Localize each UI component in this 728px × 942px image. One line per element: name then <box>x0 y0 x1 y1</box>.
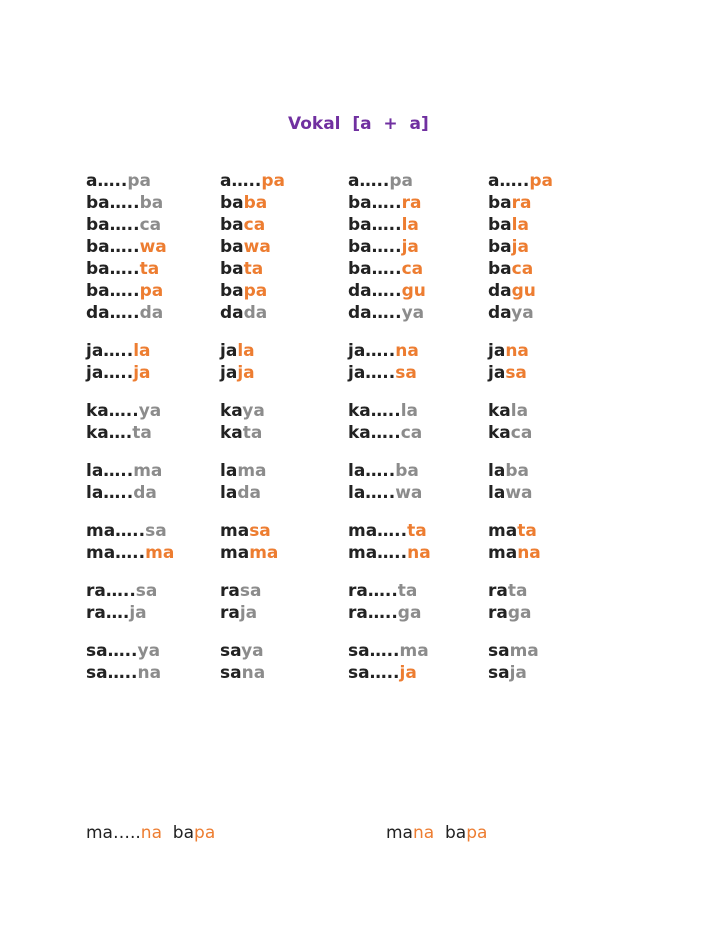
syllable-base: ba….. <box>348 237 402 257</box>
syllable-base: ja….. <box>86 363 134 383</box>
syllable-row <box>86 542 706 564</box>
syllable-cell <box>86 362 220 384</box>
syllable-base: ba <box>220 281 244 301</box>
syllable-cell <box>348 580 488 602</box>
phrase-base: ma….. <box>86 823 141 843</box>
syllable-cell <box>86 662 220 684</box>
syllable-base: ra….. <box>348 603 398 623</box>
syllable-base: la <box>220 461 238 481</box>
syllable-base: ra…. <box>86 603 130 623</box>
syllable-base: ja….. <box>348 363 396 383</box>
syllable-suffix: da <box>243 303 268 323</box>
syllable-block <box>86 170 706 324</box>
syllable-cell <box>488 258 622 280</box>
syllable-base: sa <box>220 641 242 661</box>
syllable-base: a….. <box>488 171 530 191</box>
syllable-cell <box>348 214 488 236</box>
syllable-cell <box>488 662 622 684</box>
syllable-row <box>86 280 706 302</box>
syllable-cell <box>488 170 622 192</box>
syllable-suffix: ta <box>243 259 264 279</box>
syllable-cell <box>86 640 220 662</box>
syllable-base: la <box>220 483 238 503</box>
syllable-cell <box>348 340 488 362</box>
syllable-suffix: la <box>133 341 151 361</box>
syllable-base: ja….. <box>86 341 134 361</box>
syllable-suffix: ja <box>237 363 255 383</box>
syllable-base: ba <box>488 193 512 213</box>
syllable-suffix: ba <box>243 193 268 213</box>
syllable-suffix: na <box>407 543 431 563</box>
syllable-cell <box>348 640 488 662</box>
syllable-cell <box>348 192 488 214</box>
syllable-cell <box>220 258 348 280</box>
syllable-suffix: la <box>401 215 419 235</box>
syllable-cell <box>86 422 220 444</box>
syllable-base: ma….. <box>348 521 408 541</box>
syllable-base: ka….. <box>86 401 139 421</box>
syllable-cell <box>220 302 348 324</box>
syllable-base: sa <box>220 663 242 683</box>
syllable-base: ra <box>488 581 508 601</box>
syllable-base: ja <box>488 363 506 383</box>
syllable-base: sa….. <box>348 641 400 661</box>
syllable-suffix: pa <box>243 281 268 301</box>
syllable-suffix: wa <box>243 237 271 257</box>
syllable-suffix: la <box>511 215 529 235</box>
syllable-suffix: pa <box>139 281 164 301</box>
phrase-right <box>386 823 487 843</box>
syllable-row <box>86 258 706 280</box>
syllable-cell <box>86 170 220 192</box>
syllable-suffix: sa <box>239 581 262 601</box>
syllable-suffix: ca <box>139 215 162 235</box>
syllable-base: ma <box>488 521 518 541</box>
phrase-base: ba <box>162 823 195 843</box>
syllable-suffix: la <box>400 401 419 421</box>
syllable-base: ba <box>488 215 512 235</box>
syllable-suffix: na <box>241 663 266 683</box>
syllable-base: sa….. <box>348 663 400 683</box>
syllable-cell <box>488 400 622 422</box>
syllable-cell <box>488 460 622 482</box>
syllable-cell <box>220 640 348 662</box>
syllable-base: la <box>488 461 506 481</box>
syllable-base: ba….. <box>348 193 402 213</box>
syllable-cell <box>348 482 488 504</box>
syllable-base: ma <box>488 543 518 563</box>
syllable-base: ba….. <box>348 259 402 279</box>
syllable-cell <box>220 362 348 384</box>
syllable-row <box>86 640 706 662</box>
syllable-suffix: ta <box>407 521 427 541</box>
syllable-cell <box>348 302 488 324</box>
syllable-base: ja <box>220 363 238 383</box>
syllable-suffix: ta <box>132 423 152 443</box>
syllable-row <box>86 580 706 602</box>
phrase-base: ba <box>434 823 467 843</box>
syllable-base: ma….. <box>348 543 408 563</box>
syllable-base: ma….. <box>86 521 146 541</box>
phrase-suffix: na <box>412 823 435 843</box>
syllable-base: ra….. <box>348 581 398 601</box>
syllable-base: ba <box>220 215 244 235</box>
syllable-cell <box>86 236 220 258</box>
syllable-block <box>86 520 706 564</box>
syllable-cell <box>220 520 348 542</box>
syllable-suffix: pa <box>529 171 554 191</box>
syllable-base: ja <box>488 341 506 361</box>
syllable-suffix: ga <box>397 603 422 623</box>
syllable-base: ba <box>220 193 244 213</box>
syllable-base: la….. <box>348 461 396 481</box>
syllable-base: ba <box>220 259 244 279</box>
syllable-cell <box>488 236 622 258</box>
syllable-base: ra <box>220 603 240 623</box>
syllable-cell <box>488 580 622 602</box>
syllable-suffix: ca <box>401 259 424 279</box>
syllable-suffix: la <box>237 341 255 361</box>
syllable-base: ra <box>220 581 240 601</box>
syllable-base: la….. <box>86 461 134 481</box>
syllable-base: ma….. <box>86 543 146 563</box>
syllable-base: da <box>488 281 512 301</box>
syllable-suffix: ta <box>139 259 160 279</box>
syllable-suffix: pa <box>389 171 414 191</box>
syllable-base: la….. <box>86 483 134 503</box>
syllable-suffix: ba <box>505 461 529 481</box>
syllable-cell <box>220 482 348 504</box>
syllable-suffix: ra <box>401 193 422 213</box>
syllable-suffix: ya <box>137 641 161 661</box>
syllable-base: ba….. <box>86 215 140 235</box>
syllable-base: ka…. <box>86 423 133 443</box>
syllable-suffix: sa <box>249 521 271 541</box>
syllable-base: sa….. <box>86 663 138 683</box>
phrase-base: ma <box>386 823 413 843</box>
syllable-base: ba….. <box>348 215 402 235</box>
syllable-suffix: ja <box>511 237 529 257</box>
syllable-suffix: ta <box>517 521 537 541</box>
syllable-block <box>86 640 706 684</box>
syllable-cell <box>220 662 348 684</box>
syllable-suffix: na <box>395 341 419 361</box>
syllable-base: ba <box>220 237 244 257</box>
syllable-suffix: gu <box>511 281 536 301</box>
syllable-cell <box>488 280 622 302</box>
syllable-base: a….. <box>220 171 262 191</box>
syllable-suffix: ya <box>511 303 534 323</box>
syllable-base: a….. <box>86 171 128 191</box>
syllable-row <box>86 214 706 236</box>
syllable-cell <box>86 214 220 236</box>
syllable-cell <box>86 482 220 504</box>
syllable-suffix: ja <box>129 603 147 623</box>
syllable-cell <box>220 280 348 302</box>
syllable-base: ka <box>488 423 511 443</box>
page-title: Vokal [a + a] <box>288 114 429 134</box>
syllable-cell <box>220 602 348 624</box>
syllable-suffix: ba <box>139 193 164 213</box>
syllable-suffix: ma <box>237 461 267 481</box>
syllable-suffix: ja <box>509 663 527 683</box>
syllable-row <box>86 602 706 624</box>
syllable-row <box>86 192 706 214</box>
syllable-suffix: ca <box>243 215 266 235</box>
syllable-base: ka <box>220 423 243 443</box>
syllable-suffix: ma <box>399 641 429 661</box>
syllable-base: ja….. <box>348 341 396 361</box>
syllable-cell <box>348 258 488 280</box>
syllable-cell <box>220 340 348 362</box>
syllable-base: ba….. <box>86 237 140 257</box>
syllable-cell <box>86 258 220 280</box>
syllable-suffix: sa <box>505 363 527 383</box>
syllable-row <box>86 400 706 422</box>
syllable-base: la….. <box>348 483 396 503</box>
syllable-base: da….. <box>348 303 402 323</box>
syllable-cell <box>220 460 348 482</box>
syllable-cell <box>86 192 220 214</box>
syllable-cell <box>86 302 220 324</box>
syllable-row <box>86 362 706 384</box>
syllable-block <box>86 400 706 444</box>
syllable-block <box>86 460 706 504</box>
syllable-suffix: ta <box>507 581 528 601</box>
syllable-suffix: ra <box>511 193 532 213</box>
syllable-cell <box>348 280 488 302</box>
syllable-base: sa <box>488 641 510 661</box>
syllable-base: ra….. <box>86 581 136 601</box>
syllable-base: ma <box>220 543 250 563</box>
syllable-cell <box>220 580 348 602</box>
syllable-cell <box>86 580 220 602</box>
syllable-suffix: ca <box>400 423 423 443</box>
syllable-suffix: da <box>139 303 164 323</box>
syllable-cell <box>488 340 622 362</box>
syllable-cell <box>488 640 622 662</box>
syllable-row <box>86 520 706 542</box>
syllable-cell <box>488 362 622 384</box>
syllable-cell <box>488 482 622 504</box>
syllable-suffix: na <box>517 543 541 563</box>
syllable-cell <box>348 400 488 422</box>
syllable-cell <box>348 422 488 444</box>
syllable-cell <box>86 340 220 362</box>
syllable-cell <box>220 236 348 258</box>
syllable-suffix: gu <box>401 281 426 301</box>
syllable-suffix: pa <box>261 171 286 191</box>
syllable-suffix: na <box>137 663 162 683</box>
syllable-cell <box>348 520 488 542</box>
syllable-base: ba <box>488 237 512 257</box>
syllable-cell <box>488 542 622 564</box>
phrase-suffix: pa <box>466 823 488 843</box>
syllable-base: ka <box>220 401 243 421</box>
syllable-base: ba….. <box>86 281 140 301</box>
syllable-cell <box>488 422 622 444</box>
syllable-base: da <box>220 303 244 323</box>
syllable-cell <box>348 542 488 564</box>
syllable-grid <box>86 170 706 700</box>
syllable-row <box>86 422 706 444</box>
syllable-suffix: da <box>133 483 157 503</box>
syllable-base: ra <box>488 603 508 623</box>
syllable-base: da….. <box>86 303 140 323</box>
syllable-cell <box>488 192 622 214</box>
syllable-row <box>86 662 706 684</box>
syllable-base: a….. <box>348 171 390 191</box>
syllable-suffix: ga <box>507 603 532 623</box>
syllable-row <box>86 302 706 324</box>
syllable-suffix: wa <box>505 483 533 503</box>
syllable-suffix: la <box>510 401 529 421</box>
syllable-suffix: ba <box>395 461 419 481</box>
syllable-suffix: ya <box>241 641 264 661</box>
syllable-block <box>86 580 706 624</box>
syllable-base: ma <box>220 521 250 541</box>
syllable-cell <box>86 602 220 624</box>
syllable-base: ba….. <box>86 259 140 279</box>
syllable-base: ka….. <box>348 423 401 443</box>
syllable-base: ja <box>220 341 238 361</box>
syllable-cell <box>220 542 348 564</box>
syllable-base: da….. <box>348 281 402 301</box>
syllable-cell <box>86 520 220 542</box>
syllable-cell <box>220 400 348 422</box>
syllable-cell <box>86 542 220 564</box>
syllable-suffix: ca <box>510 423 533 443</box>
syllable-suffix: ya <box>401 303 425 323</box>
syllable-row <box>86 460 706 482</box>
syllable-row <box>86 482 706 504</box>
syllable-base: la <box>488 483 506 503</box>
syllable-cell <box>86 460 220 482</box>
syllable-suffix: na <box>505 341 529 361</box>
syllable-cell <box>348 236 488 258</box>
syllable-base: ba….. <box>86 193 140 213</box>
syllable-cell <box>86 400 220 422</box>
syllable-cell <box>348 362 488 384</box>
syllable-cell <box>220 192 348 214</box>
syllable-row <box>86 236 706 258</box>
syllable-suffix: ma <box>249 543 279 563</box>
syllable-block <box>86 340 706 384</box>
syllable-suffix: ta <box>397 581 418 601</box>
phrase-suffix: na <box>140 823 162 843</box>
syllable-cell <box>488 602 622 624</box>
syllable-suffix: ja <box>401 237 419 257</box>
syllable-cell <box>348 602 488 624</box>
syllable-cell <box>488 520 622 542</box>
syllable-row <box>86 340 706 362</box>
syllable-suffix: ca <box>511 259 534 279</box>
syllable-cell <box>488 214 622 236</box>
phrase-suffix: pa <box>194 823 216 843</box>
syllable-suffix: pa <box>127 171 152 191</box>
syllable-suffix: ma <box>145 543 175 563</box>
syllable-base: ba <box>488 259 512 279</box>
syllable-suffix: ja <box>239 603 258 623</box>
syllable-suffix: sa <box>395 363 417 383</box>
syllable-suffix: wa <box>395 483 423 503</box>
syllable-suffix: ma <box>509 641 539 661</box>
phrase-left <box>86 823 215 843</box>
syllable-suffix: wa <box>139 237 167 257</box>
syllable-base: sa <box>488 663 510 683</box>
syllable-cell <box>348 460 488 482</box>
syllable-base: ka….. <box>348 401 401 421</box>
syllable-base: ka <box>488 401 511 421</box>
syllable-cell <box>488 302 622 324</box>
syllable-base: sa….. <box>86 641 138 661</box>
syllable-suffix: sa <box>145 521 167 541</box>
syllable-cell <box>86 280 220 302</box>
syllable-suffix: ya <box>138 401 162 421</box>
syllable-cell <box>348 170 488 192</box>
syllable-row <box>86 170 706 192</box>
syllable-suffix: ya <box>242 401 265 421</box>
syllable-suffix: da <box>237 483 261 503</box>
syllable-cell <box>220 170 348 192</box>
syllable-suffix: ma <box>133 461 163 481</box>
syllable-suffix: sa <box>135 581 158 601</box>
syllable-suffix: ja <box>399 663 417 683</box>
syllable-cell <box>220 214 348 236</box>
syllable-cell <box>220 422 348 444</box>
syllable-suffix: ta <box>242 423 263 443</box>
syllable-cell <box>348 662 488 684</box>
syllable-suffix: ja <box>133 363 151 383</box>
syllable-base: da <box>488 303 512 323</box>
